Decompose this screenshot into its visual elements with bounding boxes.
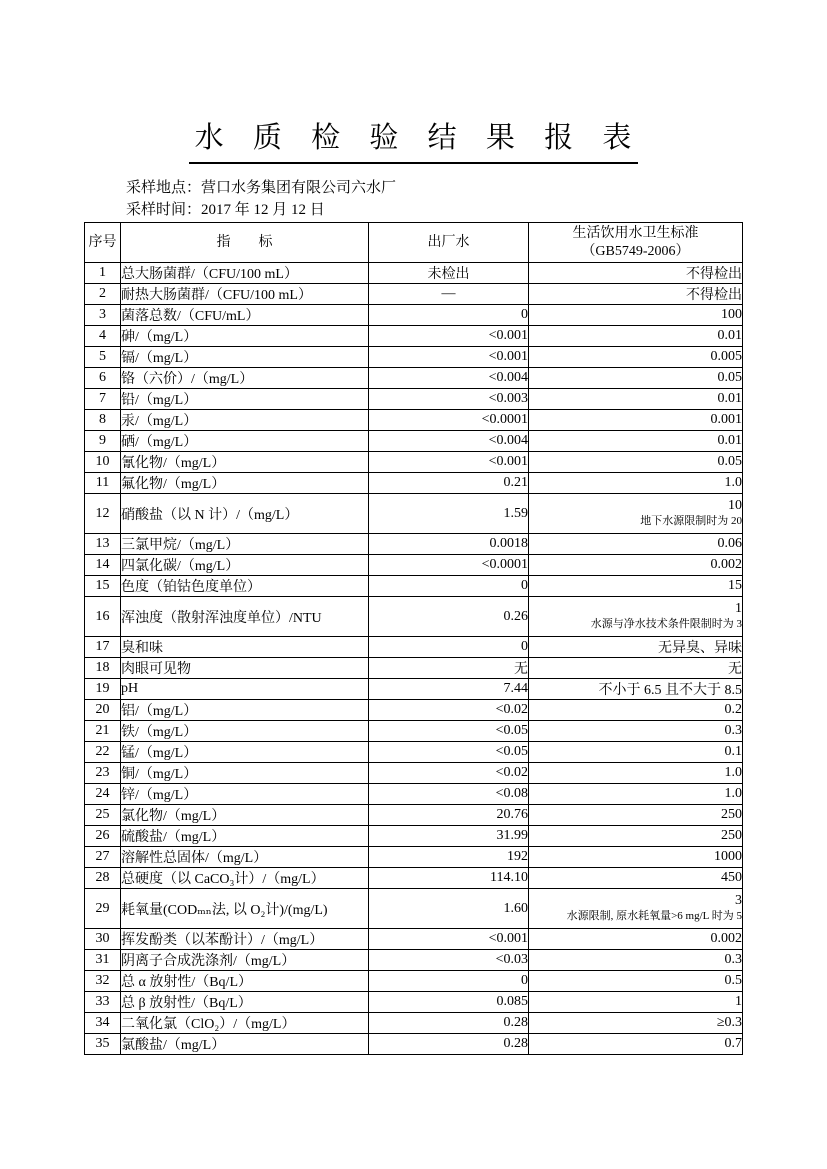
title-wrap	[0, 96, 827, 184]
cell-indicator: 浑浊度（散射浑浊度单位）/NTU	[121, 597, 369, 637]
cell-value: 0.28	[369, 1013, 529, 1034]
cell-standard: 0.05	[529, 452, 743, 473]
cell-indicator: 氯化物/（mg/L）	[121, 805, 369, 826]
cell-value: 未检出	[369, 263, 529, 284]
standard-note: 地下水源限制时为 20	[640, 515, 742, 527]
cell-value: <0.001	[369, 452, 529, 473]
cell-row-number: 15	[85, 576, 121, 597]
table-row	[85, 576, 743, 597]
cell-value: <0.05	[369, 721, 529, 742]
header-standard-line2: （GB5749-2006）	[581, 243, 690, 259]
cell-row-number: 28	[85, 868, 121, 889]
standard-note: 水源限制, 原水耗氧量>6 mg/L 时为 5	[566, 910, 742, 922]
cell-row-number: 29	[85, 889, 121, 929]
cell-standard: 0.001	[529, 410, 743, 431]
cell-indicator: 总大肠菌群/（CFU/100 mL）	[121, 263, 369, 284]
cell-indicator: 硫酸盐/（mg/L）	[121, 826, 369, 847]
table-row	[85, 410, 743, 431]
cell-indicator: 氟化物/（mg/L）	[121, 473, 369, 494]
cell-indicator: 总 β 放射性/（Bq/L）	[121, 992, 369, 1013]
cell-indicator: 锰/（mg/L）	[121, 742, 369, 763]
cell-standard: 1000	[529, 847, 743, 868]
cell-standard: 1.0	[529, 473, 743, 494]
cell-value: 0.085	[369, 992, 529, 1013]
cell-row-number: 22	[85, 742, 121, 763]
cell-indicator: 铁/（mg/L）	[121, 721, 369, 742]
cell-row-number: 21	[85, 721, 121, 742]
cell-value: 192	[369, 847, 529, 868]
cell-value: <0.004	[369, 431, 529, 452]
cell-standard: 0.3	[529, 721, 743, 742]
cell-value: <0.0001	[369, 410, 529, 431]
table-row	[85, 431, 743, 452]
table-row	[85, 597, 743, 637]
cell-standard: 1.0	[529, 763, 743, 784]
cell-row-number: 31	[85, 950, 121, 971]
cell-standard: 1	[529, 992, 743, 1013]
cell-row-number: 33	[85, 992, 121, 1013]
cell-indicator: 耐热大肠菌群/（CFU/100 mL）	[121, 284, 369, 305]
cell-value: 0	[369, 576, 529, 597]
cell-row-number: 25	[85, 805, 121, 826]
standard-note: 水源与净水技术条件限制时为 3	[590, 618, 742, 630]
cell-value: <0.003	[369, 389, 529, 410]
cell-standard: 1.0	[529, 784, 743, 805]
cell-indicator: 汞/（mg/L）	[121, 410, 369, 431]
cell-value: 0	[369, 971, 529, 992]
table-row	[85, 763, 743, 784]
table-row	[85, 368, 743, 389]
cell-value: 0	[369, 637, 529, 658]
cell-row-number: 18	[85, 658, 121, 679]
cell-value: <0.0001	[369, 555, 529, 576]
table-row	[85, 700, 743, 721]
cell-indicator: 总 α 放射性/（Bq/L）	[121, 971, 369, 992]
cell-standard: 0.01	[529, 431, 743, 452]
table-row	[85, 889, 743, 929]
cell-indicator: 肉眼可见物	[121, 658, 369, 679]
cell-standard: 0.7	[529, 1034, 743, 1055]
cell-row-number: 11	[85, 473, 121, 494]
table-row	[85, 305, 743, 326]
cell-row-number: 1	[85, 263, 121, 284]
cell-value: <0.02	[369, 763, 529, 784]
cell-standard	[529, 494, 743, 534]
table-row	[85, 555, 743, 576]
cell-value: <0.001	[369, 326, 529, 347]
table-row	[85, 950, 743, 971]
cell-row-number: 17	[85, 637, 121, 658]
table-row	[85, 473, 743, 494]
cell-row-number: 10	[85, 452, 121, 473]
cell-standard: 450	[529, 868, 743, 889]
cell-indicator: 氰化物/（mg/L）	[121, 452, 369, 473]
cell-value: <0.08	[369, 784, 529, 805]
cell-value: <0.05	[369, 742, 529, 763]
cell-row-number: 7	[85, 389, 121, 410]
page-title: 水 质 检 验 结 果 报 表	[189, 115, 639, 164]
cell-row-number: 3	[85, 305, 121, 326]
cell-row-number: 19	[85, 679, 121, 700]
cell-indicator: 铬（六价）/（mg/L）	[121, 368, 369, 389]
table-row	[85, 929, 743, 950]
table-header-row	[85, 223, 743, 263]
results-table	[84, 222, 743, 1055]
table-row	[85, 263, 743, 284]
table-row	[85, 452, 743, 473]
sampling-time: 采样时间：2017 年 12 月 12 日	[126, 202, 325, 218]
cell-value: 31.99	[369, 826, 529, 847]
cell-value: —	[369, 284, 529, 305]
standard-limit: 3	[735, 893, 742, 908]
header-value: 出厂水	[369, 223, 529, 263]
cell-indicator: 四氯化碳/（mg/L）	[121, 555, 369, 576]
cell-row-number: 24	[85, 784, 121, 805]
cell-indicator: 铅/（mg/L）	[121, 389, 369, 410]
cell-value: <0.004	[369, 368, 529, 389]
table-row	[85, 971, 743, 992]
cell-row-number: 23	[85, 763, 121, 784]
cell-row-number: 20	[85, 700, 121, 721]
cell-row-number: 4	[85, 326, 121, 347]
cell-row-number: 13	[85, 534, 121, 555]
table-row	[85, 679, 743, 700]
standard-limit: 1	[735, 601, 742, 616]
cell-standard: 0.005	[529, 347, 743, 368]
table-row	[85, 847, 743, 868]
cell-standard: 0.002	[529, 555, 743, 576]
cell-standard: 15	[529, 576, 743, 597]
table-row	[85, 326, 743, 347]
cell-indicator: 硝酸盐（以 N 计）/（mg/L）	[121, 494, 369, 534]
cell-standard: 无异臭、异味	[529, 637, 743, 658]
table-row	[85, 284, 743, 305]
cell-value: 无	[369, 658, 529, 679]
cell-row-number: 6	[85, 368, 121, 389]
sampling-location: 采样地点：营口水务集团有限公司六水厂	[126, 180, 397, 196]
cell-value: 0.21	[369, 473, 529, 494]
header-standard	[529, 223, 743, 263]
table-row	[85, 826, 743, 847]
cell-value: 0.28	[369, 1034, 529, 1055]
header-no: 序号	[85, 223, 121, 263]
table-row	[85, 637, 743, 658]
cell-indicator: 阴离子合成洗涤剂/（mg/L）	[121, 950, 369, 971]
cell-standard: 0.06	[529, 534, 743, 555]
cell-value: 1.59	[369, 494, 529, 534]
cell-indicator: 耗氧量(CODₘₙ法, 以 O₂计)/(mg/L)	[121, 889, 369, 929]
cell-value: <0.02	[369, 700, 529, 721]
cell-row-number: 14	[85, 555, 121, 576]
cell-indicator: 锌/（mg/L）	[121, 784, 369, 805]
cell-indicator: 氯酸盐/（mg/L）	[121, 1034, 369, 1055]
cell-standard: 不小于 6.5 且不大于 8.5	[529, 679, 743, 700]
table-row	[85, 389, 743, 410]
cell-standard: 0.2	[529, 700, 743, 721]
cell-value: <0.001	[369, 929, 529, 950]
cell-standard: 0.1	[529, 742, 743, 763]
cell-indicator: 铜/（mg/L）	[121, 763, 369, 784]
cell-standard: 100	[529, 305, 743, 326]
cell-standard: 0.05	[529, 368, 743, 389]
cell-standard: 0.01	[529, 326, 743, 347]
cell-standard	[529, 889, 743, 929]
cell-indicator: 二氧化氯（ClO₂）/（mg/L）	[121, 1013, 369, 1034]
cell-standard: 250	[529, 805, 743, 826]
cell-indicator: 三氯甲烷/（mg/L）	[121, 534, 369, 555]
cell-row-number: 9	[85, 431, 121, 452]
table-row	[85, 868, 743, 889]
cell-standard	[529, 597, 743, 637]
standard-limit: 10	[728, 498, 742, 513]
table-row	[85, 1013, 743, 1034]
cell-row-number: 2	[85, 284, 121, 305]
cell-row-number: 16	[85, 597, 121, 637]
cell-value: 0	[369, 305, 529, 326]
cell-row-number: 27	[85, 847, 121, 868]
table-row	[85, 534, 743, 555]
cell-standard: 0.3	[529, 950, 743, 971]
table-row	[85, 992, 743, 1013]
table-body	[85, 263, 743, 1055]
header-indicator: 指 标	[121, 223, 369, 263]
table-row	[85, 805, 743, 826]
cell-standard: 不得检出	[529, 263, 743, 284]
cell-indicator: 挥发酚类（以苯酚计）/（mg/L）	[121, 929, 369, 950]
cell-row-number: 30	[85, 929, 121, 950]
cell-row-number: 34	[85, 1013, 121, 1034]
cell-indicator: 硒/（mg/L）	[121, 431, 369, 452]
cell-indicator: 臭和味	[121, 637, 369, 658]
cell-value: <0.03	[369, 950, 529, 971]
cell-indicator: 砷/（mg/L）	[121, 326, 369, 347]
table-row	[85, 494, 743, 534]
cell-indicator: 铝/（mg/L）	[121, 700, 369, 721]
table-row	[85, 721, 743, 742]
cell-standard: 250	[529, 826, 743, 847]
cell-standard: 0.5	[529, 971, 743, 992]
cell-value: 0.0018	[369, 534, 529, 555]
cell-value: 114.10	[369, 868, 529, 889]
cell-indicator: 总硬度（以 CaCO₃计）/（mg/L）	[121, 868, 369, 889]
cell-row-number: 32	[85, 971, 121, 992]
table-row	[85, 347, 743, 368]
cell-row-number: 8	[85, 410, 121, 431]
cell-indicator: pH	[121, 679, 369, 700]
cell-value: <0.001	[369, 347, 529, 368]
cell-row-number: 12	[85, 494, 121, 534]
header-standard-line1: 生活饮用水卫生标准	[572, 225, 699, 241]
table-row	[85, 742, 743, 763]
cell-standard: ≥0.3	[529, 1013, 743, 1034]
cell-indicator: 菌落总数/（CFU/mL）	[121, 305, 369, 326]
cell-indicator: 溶解性总固体/（mg/L）	[121, 847, 369, 868]
cell-indicator: 色度（铂钴色度单位）	[121, 576, 369, 597]
cell-row-number: 26	[85, 826, 121, 847]
table-row	[85, 1034, 743, 1055]
cell-row-number: 35	[85, 1034, 121, 1055]
cell-row-number: 5	[85, 347, 121, 368]
cell-value: 7.44	[369, 679, 529, 700]
cell-standard: 不得检出	[529, 284, 743, 305]
cell-indicator: 镉/（mg/L）	[121, 347, 369, 368]
cell-standard: 0.01	[529, 389, 743, 410]
cell-value: 20.76	[369, 805, 529, 826]
cell-value: 1.60	[369, 889, 529, 929]
table-row	[85, 784, 743, 805]
sampling-info	[126, 177, 396, 221]
cell-standard: 0.002	[529, 929, 743, 950]
table-row	[85, 658, 743, 679]
cell-value: 0.26	[369, 597, 529, 637]
cell-standard: 无	[529, 658, 743, 679]
